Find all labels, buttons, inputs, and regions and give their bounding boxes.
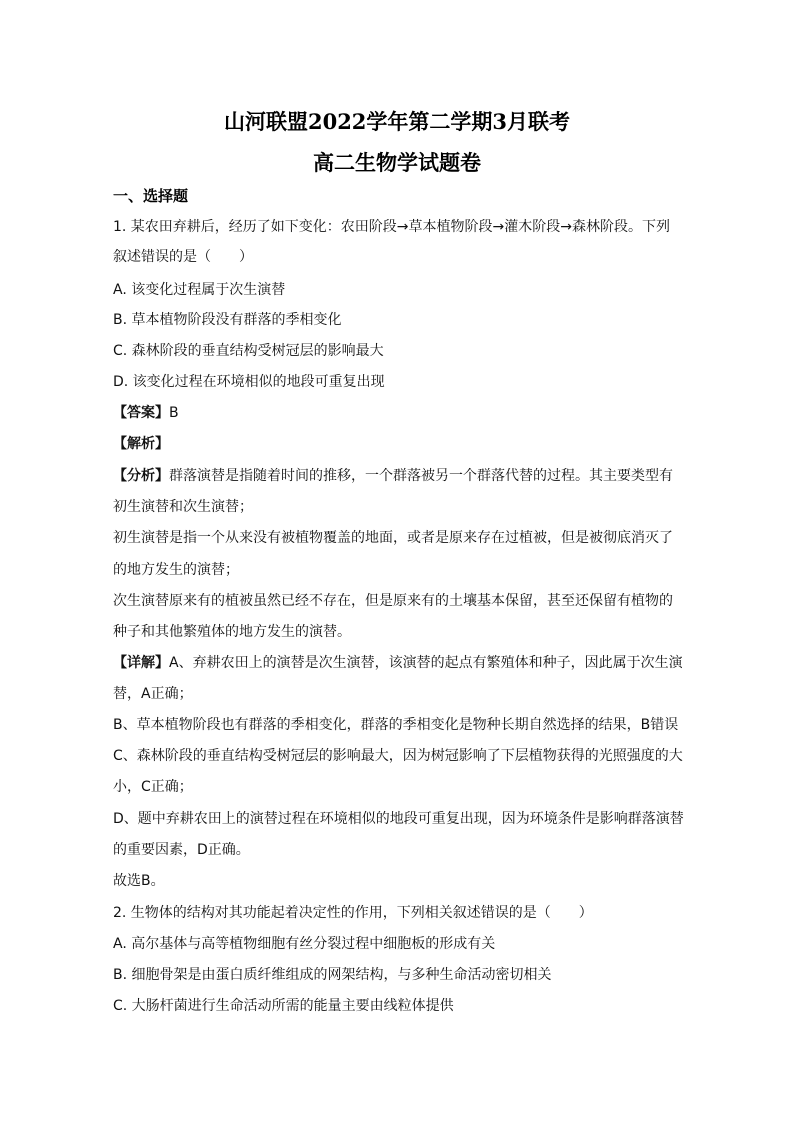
q2-stem: 2. 生物体的结构对其功能起着决定性的作用，下列相关叙述错误的是（ ） xyxy=(113,905,593,921)
answer-value: B xyxy=(169,405,179,421)
q1-detail-b-line1: B、草本植物阶段也有群落的季相变化，群落的季相变化是物种长期自然选择的结果，B错误 xyxy=(113,717,679,733)
q1-detail-a-line1 xyxy=(113,654,683,672)
exam-subtitle: 高二生物学试题卷 xyxy=(313,150,481,175)
q2-option-b: B. 细胞骨架是由蛋白质纤维组成的网架结构，与多种生命活动密切相关 xyxy=(113,967,552,983)
q1-primary-line2: 的地方发生的演替； xyxy=(113,562,239,578)
q1-conclusion: 故选B。 xyxy=(113,873,165,889)
q1-option-c: C. 森林阶段的垂直结构受树冠层的影响最大 xyxy=(113,343,384,359)
q1-fenxi-line1 xyxy=(113,467,673,485)
q1-option-b: B. 草本植物阶段没有群落的季相变化 xyxy=(113,312,342,328)
detail-tag: 【详解】 xyxy=(113,655,169,671)
q1-stem-line1: 1. 某农田弃耕后，经历了如下变化：农田阶段→草本植物阶段→灌木阶段→森林阶段。下列 xyxy=(113,219,670,235)
q1-detail-c-line1: C、森林阶段的垂直结构受树冠层的影响最大，因为树冠影响了下层植物获得的光照强度的大 xyxy=(113,748,683,764)
section-heading: 一、选择题 xyxy=(113,187,189,205)
analysis-tag: 【解析】 xyxy=(113,436,169,452)
q2-option-a: A. 高尔基体与高等植物细胞有丝分裂过程中细胞板的形成有关 xyxy=(113,936,496,952)
answer-tag: 【答案】 xyxy=(113,405,169,421)
fenxi-text: 群落演替是指随着时间的推移，一个群落被另一个群落代替的过程。其主要类型有 xyxy=(169,468,673,484)
q1-stem-line2: 叙述错误的是（ ） xyxy=(113,249,253,265)
q1-secondary-line2: 种子和其他繁殖体的地方发生的演替。 xyxy=(113,624,351,640)
q2-option-c: C. 大肠杆菌进行生命活动所需的能量主要由线粒体提供 xyxy=(113,998,454,1014)
q1-detail-d-line2: 的重要因素，D正确。 xyxy=(113,842,250,858)
q1-option-d: D. 该变化过程在环境相似的地段可重复出现 xyxy=(113,374,385,390)
detail-a-text: A、弃耕农田上的演替是次生演替，该演替的起点有繁殖体和种子，因此属于次生演 xyxy=(169,655,683,671)
q1-option-a: A. 该变化过程属于次生演替 xyxy=(113,282,286,298)
q1-secondary-line1: 次生演替原来有的植被虽然已经不存在，但是原来有的土壤基本保留，甚至还保留有植物的 xyxy=(113,593,673,609)
fenxi-tag: 【分析】 xyxy=(113,468,169,484)
q1-answer xyxy=(113,404,179,422)
q1-detail-a-line2: 替，A正确； xyxy=(113,686,193,702)
q1-detail-c-line2: 小，C正确； xyxy=(113,779,193,795)
exam-title: 山河联盟2022学年第二学期3月联考 xyxy=(223,109,571,134)
q1-analysis-tag xyxy=(113,435,169,453)
q1-fenxi-line2: 初生演替和次生演替； xyxy=(113,499,253,515)
q1-primary-line1: 初生演替是指一个从来没有被植物覆盖的地面，或者是原来存在过植被，但是被彻底消灭了 xyxy=(113,530,673,546)
q1-detail-d-line1: D、题中弃耕农田上的演替过程在环境相似的地段可重复出现，因为环境条件是影响群落演替 xyxy=(113,811,684,827)
